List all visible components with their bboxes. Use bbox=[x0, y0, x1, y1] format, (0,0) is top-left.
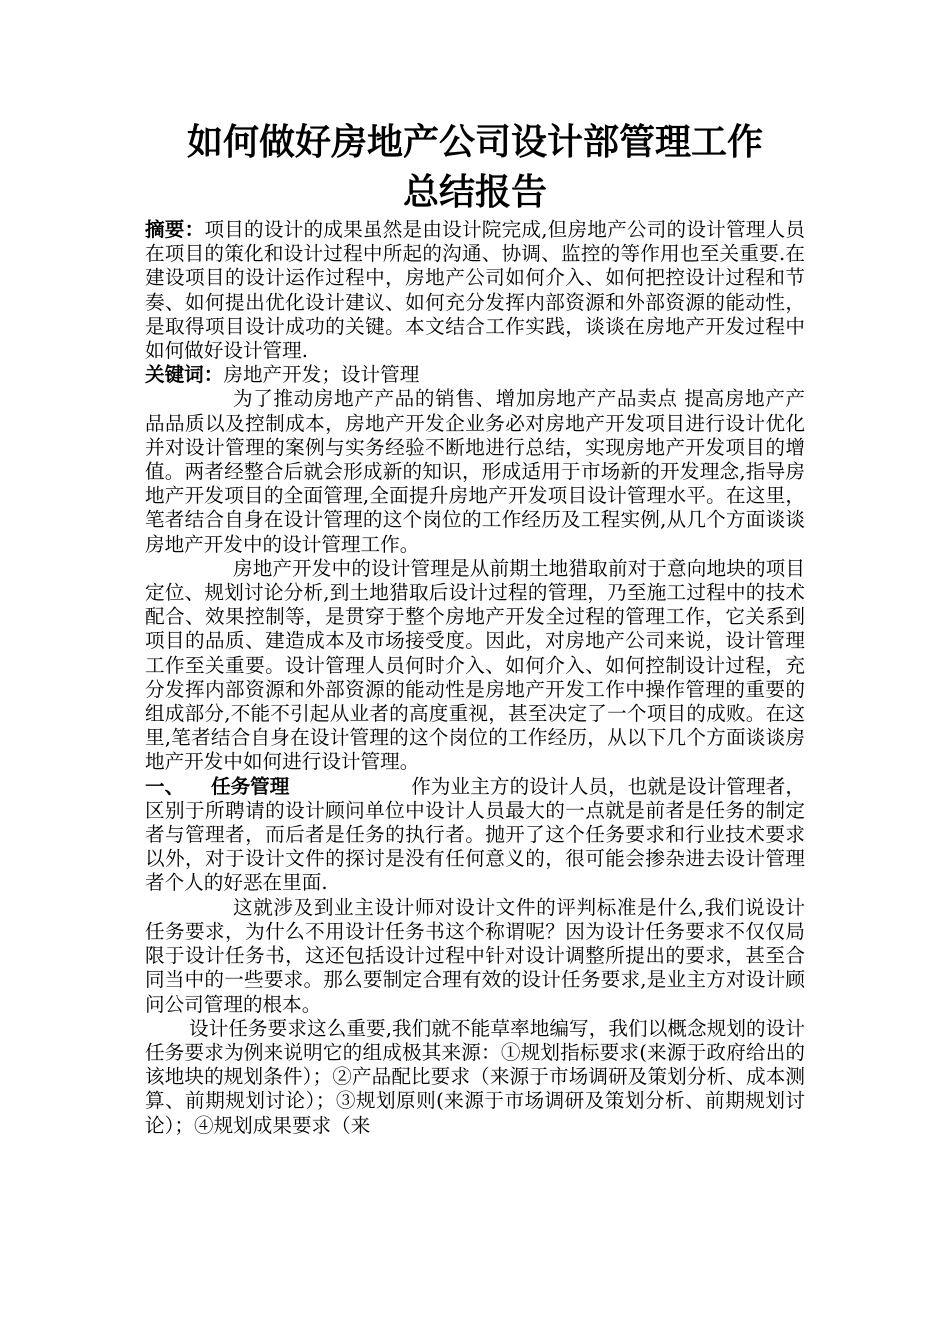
keywords-paragraph bbox=[145, 363, 805, 387]
document-title bbox=[145, 118, 805, 218]
section-1-number: 一、 bbox=[145, 774, 185, 798]
body-paragraph-2: 房地产开发中的设计管理是从前期土地猎取前对于意向地块的项目定位、规划讨论分析,到土地猎取后设计过程的管理，乃至施工过程中的技术配合、效果控制等，是贯穿于整个房地产开发全过程的管理工作，它关系到项目的品质、建造成本及市场接受度。因此，对房地产公司来说，设计管理工作至关重要。设计管理人员何时介入、如何介入、如何控制设计过程，充分发挥内部资源和外部资源的能动性是房地产开发工作中操作管理的重要的组成部分,不能不引起从业者的高度重视，甚至决定了一个项目的成败。在这里,笔者结合自身在设计管理的这个岗位的工作经历，从以下几个方面谈谈房地产开发中如何进行设计管理。 bbox=[145, 556, 805, 774]
section-1-paragraph bbox=[145, 775, 805, 896]
body-paragraph-3: 这就涉及到业主设计师对设计文件的评判标准是什么,我们说设计任务要求，为什么不用设计任务书这个称谓呢？因为设计任务要求不仅仅局限于设计任务书，这还包括设计过程中针对设计调整所提出的要求，甚至合同当中的一些要求。那么要制定合理有效的设计任务要求,是业主方对设计顾问公司管理的根本。 bbox=[145, 895, 805, 1016]
section-1-title: 任务管理 bbox=[211, 774, 290, 798]
title-line-2: 总结报告 bbox=[402, 172, 547, 213]
abstract-label: 摘要： bbox=[145, 218, 205, 241]
title-line-1: 如何做好房地产公司设计部管理工作 bbox=[186, 122, 763, 163]
document-page bbox=[145, 118, 805, 1138]
document-body bbox=[145, 218, 805, 1138]
body-paragraph-4: 设计任务要求这么重要,我们就不能草率地编写，我们以概念规划的设计任务要求为例来说明它的组成极其来源：①规划指标要求(来源于政府给出的该地块的规划条件）；②产品配比要求（来源于市场调研及策划分析、成本测算、前期规划讨论）；③规划原则(来源于市场调研及策划分析、前期规划讨论）；④规划成果要求（来 bbox=[145, 1016, 805, 1137]
keywords-text: 房地产开发；设计管理 bbox=[223, 363, 420, 387]
keywords-label: 关键词： bbox=[145, 363, 224, 387]
abstract-paragraph bbox=[145, 218, 805, 363]
section-1-text: 作为业主方的设计人员，也就是设计管理者，区别于所聘请的设计顾问单位中设计人员最大的一点就是前者是任务的制定者与管理者，而后者是任务的执行者。抛开了这个任务要求和行业技术要求以外，对于设计文件的探讨是没有任何意义的，很可能会掺杂进去设计管理者个人的好恶在里面. bbox=[145, 774, 805, 895]
abstract-text: 项目的设计的成果虽然是由设计院完成,但房地产公司的设计管理人员在项目的策化和设计过程中所起的沟通、协调、监控的等作用也至关重要.在建设项目的设计运作过程中，房地产公司如何介入、如何把控设计过程和节奏、如何提出优化设计建议、如何充分发挥内部资源和外部资源的能动性，是取得项目设计成功的关键。本文结合工作实践，谈谈在房地产开发过程中如何做好设计管理. bbox=[145, 218, 805, 363]
body-paragraph-1: 为了推动房地产产品的销售、增加房地产产品卖点 提高房地产产品品质以及控制成本，房地产开发企业务必对房地产开发项目进行设计优化并对设计管理的案例与实务经验不断地进行总结，实现房地产开发项目的增值。两者经整合后就会形成新的知识，形成适用于市场新的开发理念,指导房地产开发项目的全面管理,全面提升房地产开发项目设计管理水平。在这里，笔者结合自身在设计管理的这个岗位的工作经历及工程实例,从几个方面谈谈房地产开发中的设计管理工作。 bbox=[145, 387, 805, 556]
